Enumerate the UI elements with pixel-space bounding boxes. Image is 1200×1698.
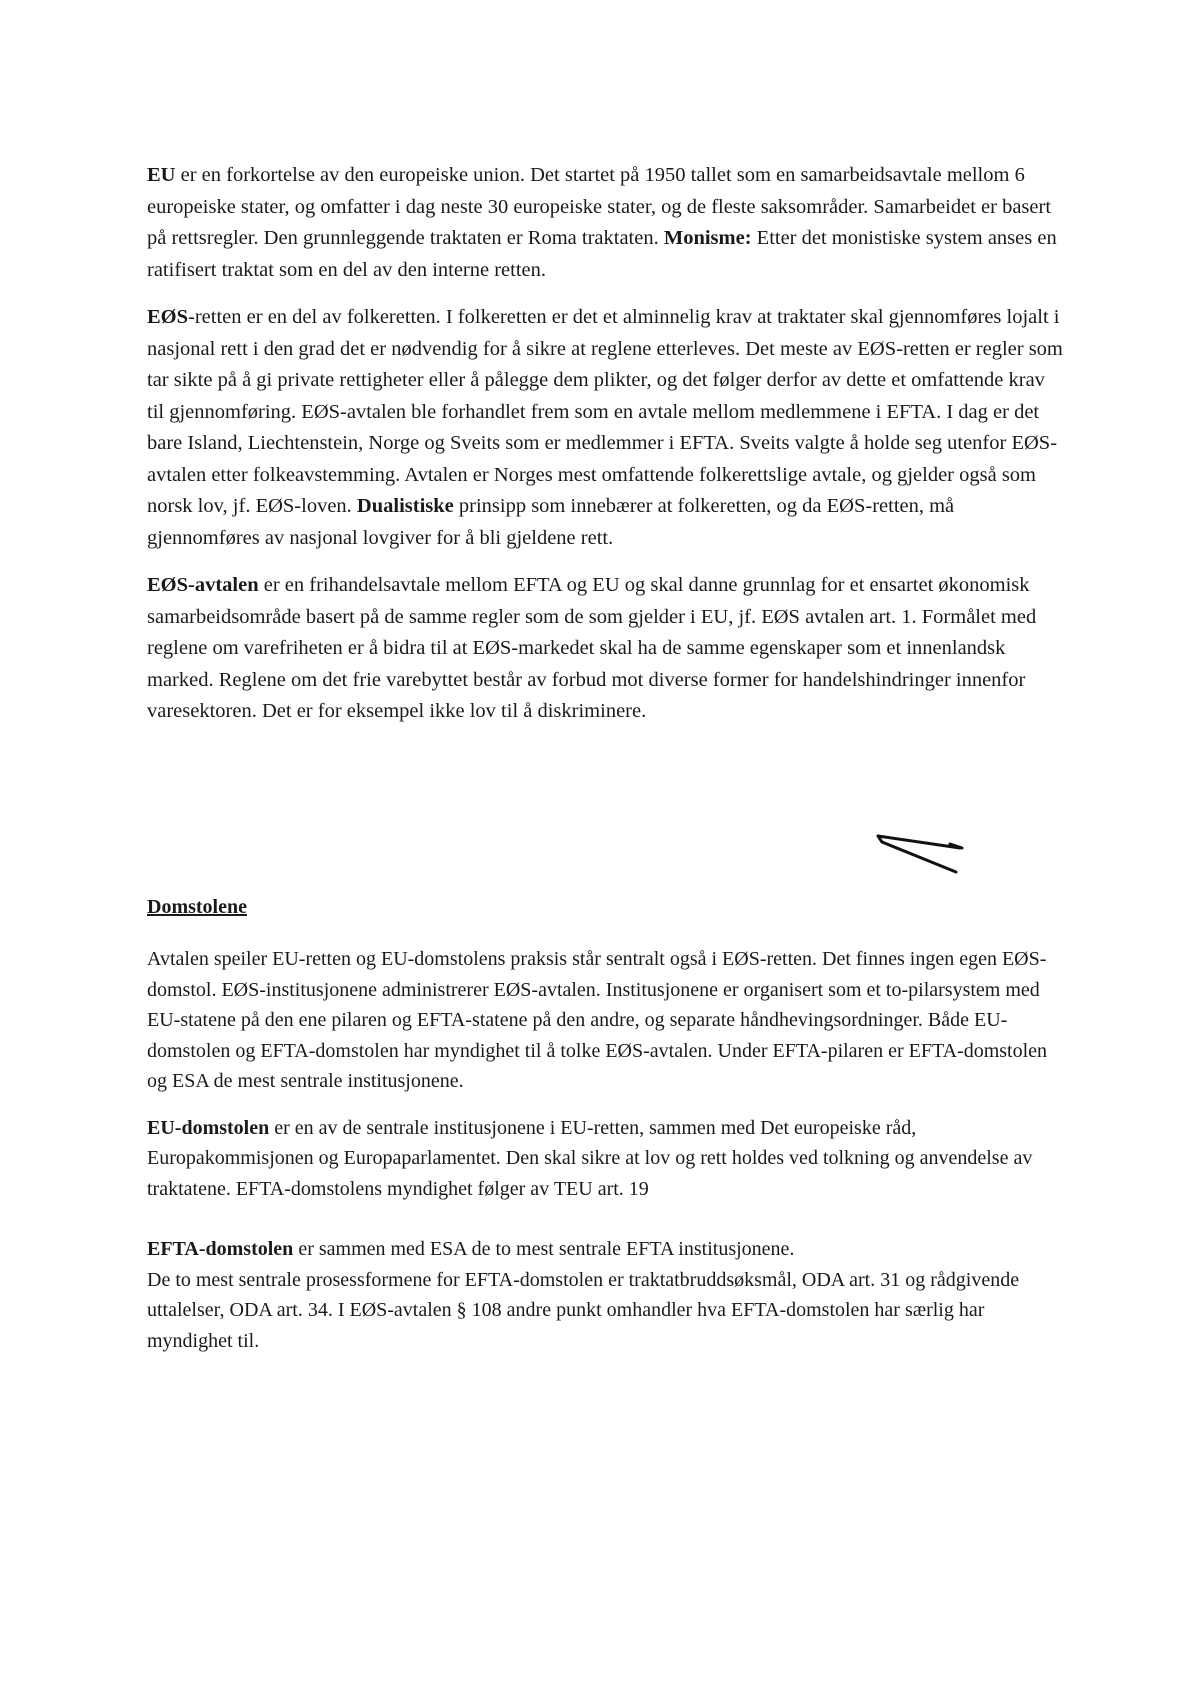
paragraph-eu-domstolen: [147, 1113, 1067, 1205]
handwritten-mark: [872, 826, 972, 876]
paragraph-eos-retten-text-2: prinsipp som innebærer at folkeretten, og da EØS-retten, må gjennomføres av nasjonal lovgiver for å bli gjeldene rett.: [147, 495, 955, 549]
term-eos-avtalen: EØS-avtalen: [147, 574, 259, 596]
term-monisme: Monisme:: [663, 227, 752, 249]
term-eu-domstolen: EU-domstolen: [147, 1116, 270, 1139]
paragraph-eu: [147, 160, 1067, 286]
paragraph-efta-domstolen: [147, 1234, 1067, 1356]
page-body: [147, 160, 1067, 728]
paragraph-eos-retten: [147, 302, 1067, 554]
term-eu: EU: [147, 164, 176, 186]
paragraph-eu-text-2: Etter det monistiske system anses en ratifisert traktat som en del av den interne retten.: [147, 227, 1057, 281]
paragraph-eu-text: er en forkortelse av den europeiske union. Det startet på 1950 tallet som en samarbeidsavtale mellom 6 europeiske stater, og omfatter i dag neste 30 europeiske stater, og de fleste saksområder. Samarbeidet er basert på rettsregler. Den grunnleggende traktaten er Roma traktaten.: [147, 164, 1052, 249]
term-dualistiske: Dualistiske: [356, 495, 454, 517]
term-eos: EØS: [147, 306, 189, 328]
paragraph-avtalen: Avtalen speiler EU-retten og EU-domstolens praksis står sentralt også i EØS-retten. Det finnes ingen egen EØS-domstol. EØS-institusjonene administrerer EØS-avtalen. Institusjonene er organisert som et to-pilarsystem med EU-statene på den ene pilaren og EFTA-statene på den andre, og separate håndhevingsordninger. Både EU-domstolen og EFTA-domstolen har myndighet til å tolke EØS-avtalen. Under EFTA-pilaren er EFTA-domstolen og ESA de mest sentrale institusjonene.: [147, 948, 1048, 1092]
term-efta-domstolen: EFTA-domstolen: [147, 1238, 294, 1260]
paragraph-efta-domstolen-text-2: De to mest sentrale prosessformene for EFTA-domstolen er traktatbruddsøksmål, ODA art. 31 og rådgivende uttalelser, ODA art. 34. I EØS-avtalen § 108 andre punkt omhandler hva EFTA-domstolen har særlig har myndighet til.: [147, 1268, 1020, 1352]
section-domstolene: [147, 944, 1067, 1356]
paragraph-efta-domstolen-text: er sammen med ESA de to mest sentrale EFTA institusjonene.: [293, 1238, 795, 1260]
paragraph-eos-retten-text: -retten er en del av folkeretten. I folkeretten er det et alminnelig krav at traktater skal gjennomføres lojalt i nasjonal rett i den grad det er nødvendig for å sikre at reglene etterleves. Det meste av EØS-retten er regler som tar sikte på å gi private rettigheter eller å pålegge dem plikter, og det følger derfor av dette et omfattende krav til gjennomføring. EØS-avtalen ble forhandlet frem som en avtale mellom medlemmene i EFTA. I dag er det bare Island, Liechtenstein, Norge og Sveits som er medlemmer i EFTA. Sveits valgte å holde seg utenfor EØS-avtalen etter folkeavstemming. Avtalen er Norges mest omfattende folkerettslige avtale, og gjelder også som norsk lov, jf. EØS-loven.: [147, 306, 1063, 517]
paragraph-eos-avtalen-text: er en frihandelsavtale mellom EFTA og EU og skal danne grunnlag for et ensartet økonomisk samarbeidsområde basert på de samme regler som de som gjelder i EU, jf. EØS avtalen art. 1. Formålet med reglene om varefriheten er å bidra til at EØS-markedet skal ha de samme egenskaper som et innenlandsk marked. Reglene om det frie varebyttet består av forbud mot diverse former for handelshindringer innenfor varesektoren. Det er for eksempel ikke lov til å diskriminere.: [147, 574, 1037, 722]
section-heading-domstolene: Domstolene: [147, 896, 247, 918]
paragraph-eu-domstolen-text: er en av de sentrale institusjonene i EU-retten, sammen med Det europeiske råd, Europakommisjonen og Europaparlamentet. Den skal sikre at lov og rett holdes ved tolkning og anvendelse av traktatene. EFTA-domstolens myndighet følger av TEU art. 19: [147, 1116, 1033, 1200]
paragraph-eos-avtalen: [147, 570, 1067, 728]
